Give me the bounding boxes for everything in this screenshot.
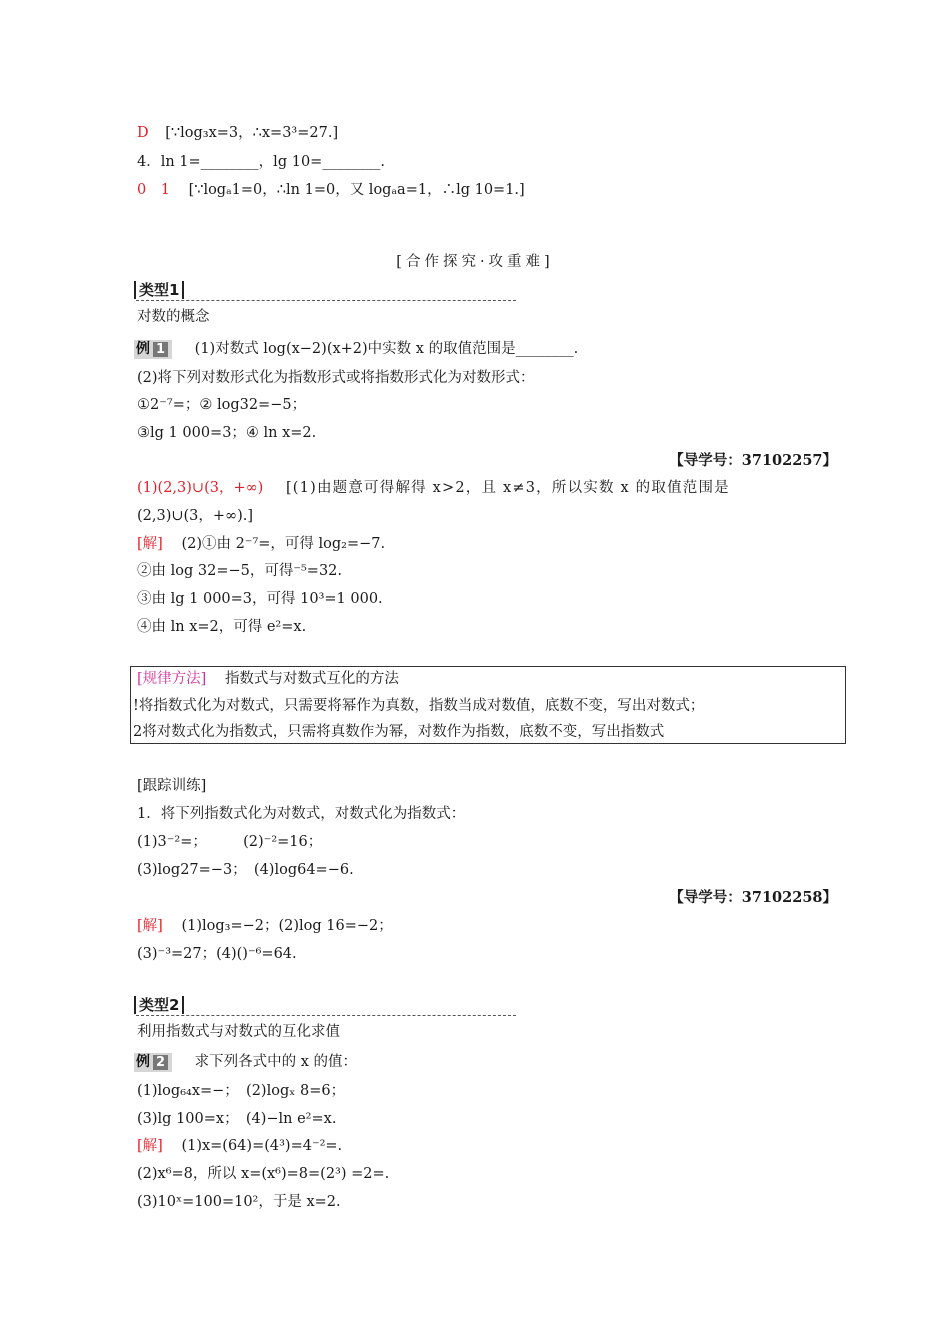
practice-label: [跟踪训练] [137, 778, 207, 794]
method-box [130, 666, 846, 744]
type1-title: 对数的概念 [137, 309, 210, 325]
section-header: [合作探究·攻重难] [396, 254, 554, 270]
solution1-step2: ②由 log 32=−5，可得⁻⁵=32. [137, 563, 343, 579]
example1-q2: (2)将下列对数形式化为指数形式或将指数形式化为对数形式： [137, 370, 535, 386]
answer1-text: [(1)由题意可得解得 x>2，且 x≠3，所以实数 x 的取值范围是 [285, 480, 730, 496]
example2-intro: 求下列各式中的 x 的值： [194, 1054, 358, 1070]
example1-badge: 例 1 [134, 340, 172, 359]
answer-d: D [137, 125, 149, 141]
example2-solution-3: (3)10ˣ=100=10²，于是 x=2. [137, 1194, 341, 1210]
practice-solution-2: (3)⁻³=27；(4)()⁻⁶=64. [137, 946, 297, 962]
solution1-step4: ④由 ln x=2，可得 e²=x. [137, 619, 307, 635]
practice-solution-label: [解] [137, 918, 163, 934]
guide-number-2: 【导学号：37102258】 [669, 889, 837, 906]
practice-solution-line [137, 916, 393, 936]
answer-4-red: 0 1 [137, 182, 170, 198]
type1-label: 类型1 [134, 281, 184, 299]
answer-4-line [137, 180, 525, 200]
practice-q1: (1)3⁻²=； (2)⁻²=16； [137, 834, 323, 850]
answer1-red: (1)(2,3)∪(3，+∞) [137, 480, 264, 496]
question-4: 4．ln 1=________，lg 10=________. [137, 154, 385, 170]
method-line-2: 2将对数式化为指数式，只需将真数作为幂，对数作为指数，底数不变，写出指数式 [133, 724, 665, 740]
example2-solution-2: (2)x⁶=8，所以 x=(x⁶)=8=(2³) =2=. [137, 1166, 390, 1182]
method-title: 指数式与对数式互化的方法 [224, 671, 399, 687]
example1-q1: (1)对数式 log(x−2)(x+2)中实数 x 的取值范围是________. [194, 341, 579, 357]
example1-q4: ③lg 1 000=3；④ ln x=2. [137, 425, 317, 441]
solution1-step1: (2)①由 2⁻⁷=，可得 log₂=−7. [181, 536, 386, 552]
answer-d-text: [∵log₃x=3，∴x=3³=27.] [165, 125, 339, 141]
example2-q1: (1)log₆₄x=−； (2)logₓ 8=6； [137, 1083, 346, 1099]
example2-solution-line [137, 1136, 342, 1156]
answer1-cont: (2,3)∪(3，+∞).] [137, 508, 254, 524]
method-box-header [137, 669, 399, 689]
type1-divider [136, 300, 516, 301]
type2-title: 利用指数式与对数式的互化求值 [137, 1024, 340, 1040]
example2-q2: (3)lg 100=x； (4)−ln e²=x. [137, 1111, 337, 1127]
type2-divider [136, 1015, 516, 1016]
solution1-step3: ③由 lg 1 000=3，可得 10³=1 000. [137, 591, 383, 607]
answer-d-line [137, 123, 338, 143]
type2-label: 类型2 [134, 996, 184, 1014]
method-label: [规律方法] [137, 671, 207, 687]
example1-q3: ①2⁻⁷=；② log32=−5； [137, 397, 307, 413]
practice-solution-1: (1)log₃=−2；(2)log 16=−2； [181, 918, 393, 934]
guide-number-1: 【导学号：37102257】 [669, 452, 837, 469]
example1-line [134, 339, 578, 359]
answer-4-text: [∵logₐ1=0，∴ln 1=0，又 logₐa=1，∴lg 10=1.] [188, 182, 525, 198]
example2-line [134, 1052, 357, 1072]
solution1-label: [解] [137, 536, 163, 552]
practice-q2: (3)log27=−3； (4)log64=−6. [137, 862, 354, 878]
example2-solution-1: (1)x=(64)=(4³)=4⁻²=. [181, 1138, 343, 1154]
example2-badge: 例 2 [134, 1053, 172, 1072]
example2-solution-label: [解] [137, 1138, 163, 1154]
practice-intro: 1．将下列指数式化为对数式，对数式化为指数式： [137, 806, 466, 822]
solution1-line [137, 534, 385, 554]
answer1-line [137, 478, 730, 498]
method-line-1: !将指数式化为对数式，只需要将幂作为真数，指数当成对数值，底数不变，写出对数式； [133, 698, 705, 714]
